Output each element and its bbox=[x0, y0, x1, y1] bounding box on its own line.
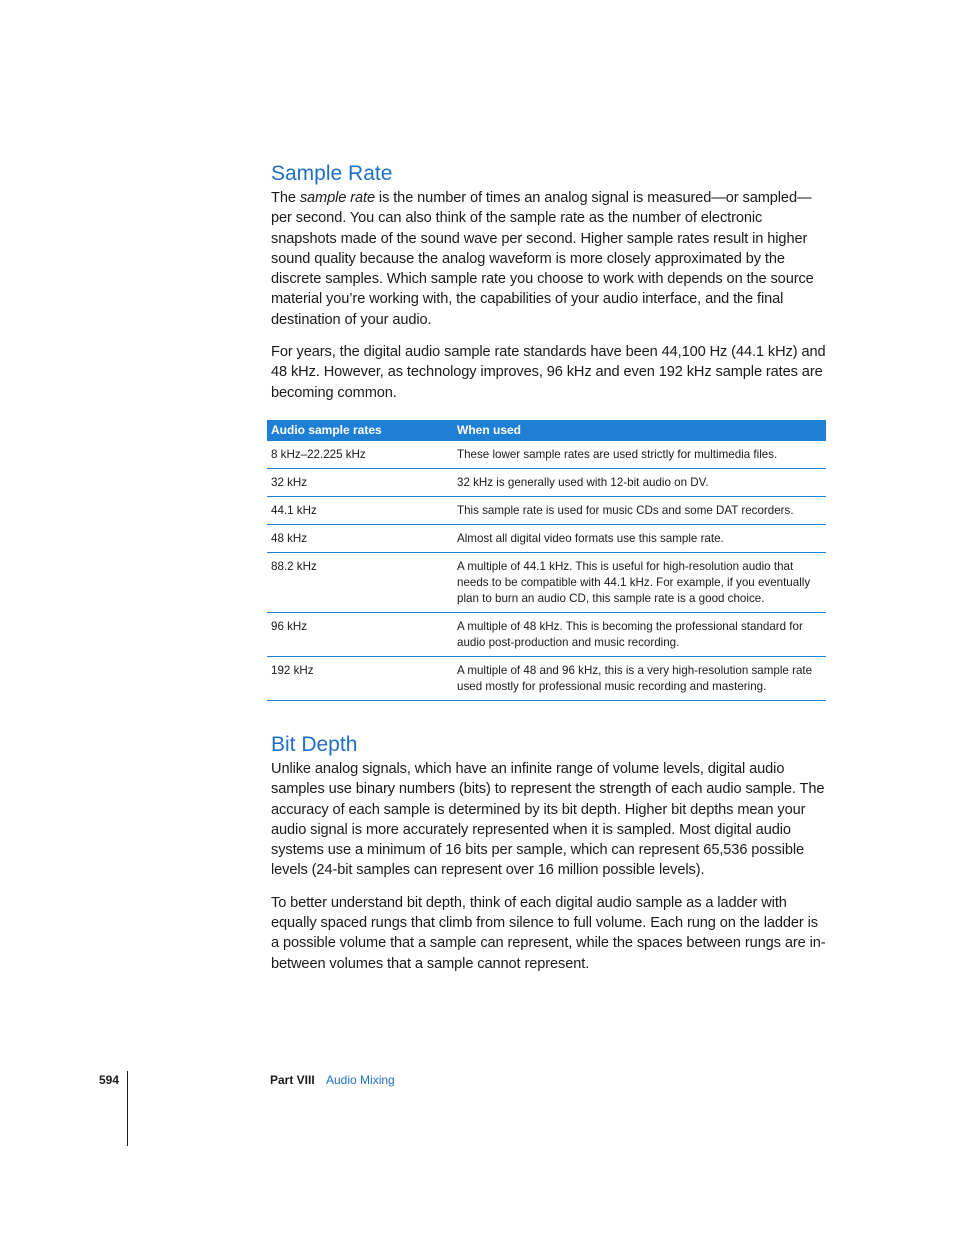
table-row bbox=[267, 496, 826, 524]
table-row bbox=[267, 524, 826, 552]
usage-cell: A multiple of 48 and 96 kHz, this is a very high-resolution sample rate used mostly for professional music recording and mastering. bbox=[453, 656, 826, 700]
rate-cell: 8 kHz–22.225 kHz bbox=[267, 441, 453, 469]
table-row bbox=[267, 656, 826, 700]
page-footer bbox=[0, 1073, 954, 1093]
rate-cell: 48 kHz bbox=[267, 524, 453, 552]
usage-cell: These lower sample rates are used strictly for multimedia files. bbox=[453, 441, 826, 469]
column-header-when-used: When used bbox=[453, 420, 826, 441]
bit-depth-paragraph-2: To better understand bit depth, think of each digital audio sample as a ladder with equally spaced rungs that climb from silence to full volume. Each rung on the ladder is a possible volume that a sample can represent, while the spaces between rungs are in-between volumes that a sample cannot represent. bbox=[271, 894, 826, 972]
sample-rate-heading: Sample Rate bbox=[271, 162, 393, 185]
rate-cell: 96 kHz bbox=[267, 612, 453, 656]
usage-cell: 32 kHz is generally used with 12-bit audio on DV. bbox=[453, 468, 826, 496]
rate-cell: 44.1 kHz bbox=[267, 496, 453, 524]
table-row bbox=[267, 612, 826, 656]
bit-depth-heading: Bit Depth bbox=[271, 732, 358, 756]
usage-cell: This sample rate is used for music CDs and some DAT recorders. bbox=[453, 496, 826, 524]
rate-cell: 88.2 kHz bbox=[267, 552, 453, 612]
sample-rate-paragraph-1: The sample rate is the number of times an analog signal is measured—or sampled—per second. You can also think of the sample rate as the number of electronic snapshots made of the sound wave per second. Higher sample rates result in higher sound quality because the analog waveform is more closely approximated by the discrete samples. Which sample rate you choose to work with depends on the source material you’re working with, the capabilities of your audio interface, and the final destination of your audio. bbox=[271, 190, 814, 328]
bit-depth-paragraph-1: Unlike analog signals, which have an infinite range of volume levels, digital audio samples use binary numbers (bits) to represent the strength of each audio sample. The accuracy of each sample is determined by its bit depth. Higher bit depths mean your audio signal is more accurately represented when it is sampled. Most digital audio systems use a minimum of 16 bits per sample, which can represent 65,536 possible levels (24-bit samples can represent over 16 million possible levels). bbox=[271, 760, 825, 879]
column-header-audio-sample-rates: Audio sample rates bbox=[267, 420, 453, 441]
part-name: Audio Mixing bbox=[326, 1073, 395, 1087]
page-content bbox=[271, 160, 827, 974]
usage-cell: A multiple of 44.1 kHz. This is useful for high-resolution audio that needs to be compatible with 44.1 kHz. For example, if you eventually plan to burn an audio CD, this sample rate is a good choice. bbox=[453, 552, 826, 612]
rate-cell: 192 kHz bbox=[267, 656, 453, 700]
rate-cell: 32 kHz bbox=[267, 468, 453, 496]
table-header-row bbox=[267, 420, 826, 441]
table-row bbox=[267, 441, 826, 469]
table-row bbox=[267, 468, 826, 496]
usage-cell: Almost all digital video formats use this sample rate. bbox=[453, 524, 826, 552]
part-label: Part VIII bbox=[270, 1073, 315, 1087]
usage-cell: A multiple of 48 kHz. This is becoming the professional standard for audio post-production and music recording. bbox=[453, 612, 826, 656]
page-number: 594 bbox=[99, 1073, 120, 1087]
sample-rate-paragraph-2: For years, the digital audio sample rate standards have been 44,100 Hz (44.1 kHz) and 48 kHz. However, as technology improves, 96 kHz and even 192 kHz sample rates are becoming common. bbox=[271, 344, 826, 401]
sample-rate-table bbox=[267, 420, 826, 701]
table-row bbox=[267, 552, 826, 612]
sample-rate-term: sample rate bbox=[299, 190, 375, 206]
